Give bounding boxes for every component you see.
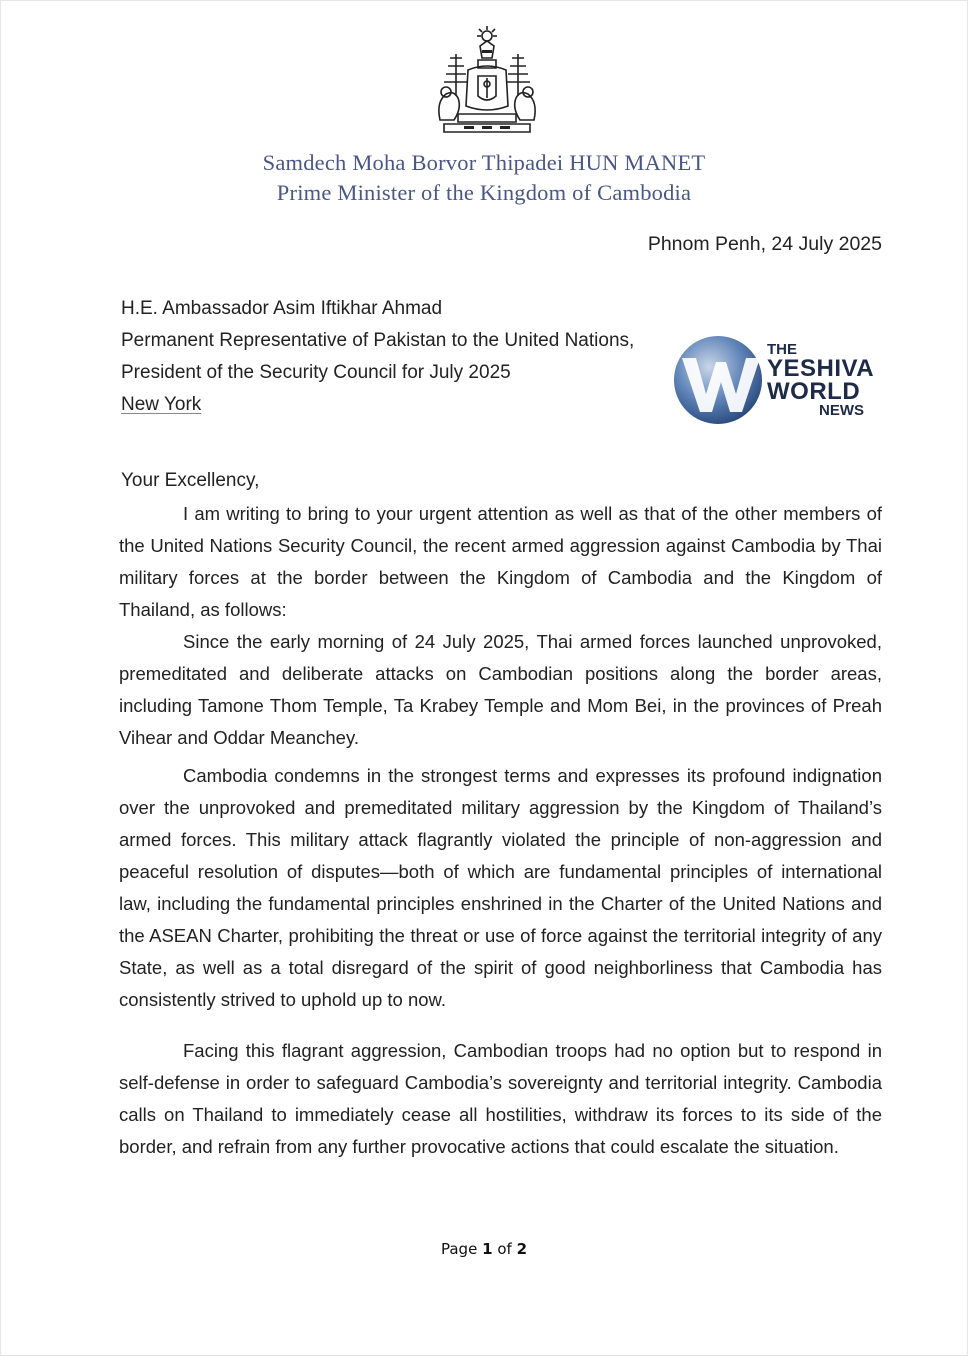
page-prefix: Page [440,1240,478,1258]
paragraph-3: Cambodia condemns in the strongest terms and expresses its profound indignation over the unprovoked and premeditated military aggression by the Kingdom of Thailand’s armed forces. This military attack flagrantly violated the principle of non-aggression and peaceful resolution of disputes—both of which are fundamental principles of international law, including the fundamental principles enshrined in the Charter of the United Nations and the ASEAN Charter, prohibiting the threat or use of force against the territorial integrity of any State, as well as a total disregard of the spirit of good neighborliness that Cambodia has consistently strived to uphold up to now. [119,765,882,1010]
page-total: 2 [516,1240,527,1258]
page-number [0,1240,968,1258]
page-of: of [497,1240,512,1258]
addressee-city: New York [121,394,202,415]
letter-date: Phnom Penh, 24 July 2025 [647,233,882,255]
watermark-world: WORLD [767,378,861,405]
salutation: Your Excellency, [121,470,260,491]
watermark-yeshiva: YESHIVA [767,355,875,382]
addressee-name: H.E. Ambassador Asim Iftikhar Ahmad [121,298,443,319]
page-current: 1 [482,1240,493,1258]
watermark-the: THE [767,341,797,358]
paragraph-2: Since the early morning of 24 July 2025, Thai armed forces launched unprovoked, premeditated and deliberate attacks on Cambodian positions along the border areas, including Tamone Thom Temple, Ta Krabey Temple and Mom Bei, in the provinces of Preah Vihear and Oddar Meanchey. [119,631,882,748]
watermark-news: NEWS [819,402,864,419]
addressee-role: President of the Security Council for July 2025 [121,362,511,383]
paragraph-4: Facing this flagrant aggression, Cambodian troops had no option but to respond in self-defense in order to safeguard Cambodia’s sovereignty and territorial integrity. Cambodia calls on Thailand to immediately cease all hostilities, withdraw its forces to its side of the border, and refrain from any further provocative actions that could escalate the situation. [119,1040,882,1157]
addressee-position: Permanent Representative of Pakistan to the United Nations, [121,330,635,351]
letterhead-name: Samdech Moha Borvor Thipadei HUN MANET [262,150,706,175]
letterhead-title: Prime Minister of the Kingdom of Cambodia [276,180,692,205]
paragraph-1: I am writing to bring to your urgent attention as well as that of the other members of the United Nations Security Council, the recent armed aggression against Cambodia by Thai military forces at the border between the Kingdom of Cambodia and the Kingdom of Thailand, as follows: [119,503,882,620]
royal-coat-of-arms-icon [428,24,546,136]
